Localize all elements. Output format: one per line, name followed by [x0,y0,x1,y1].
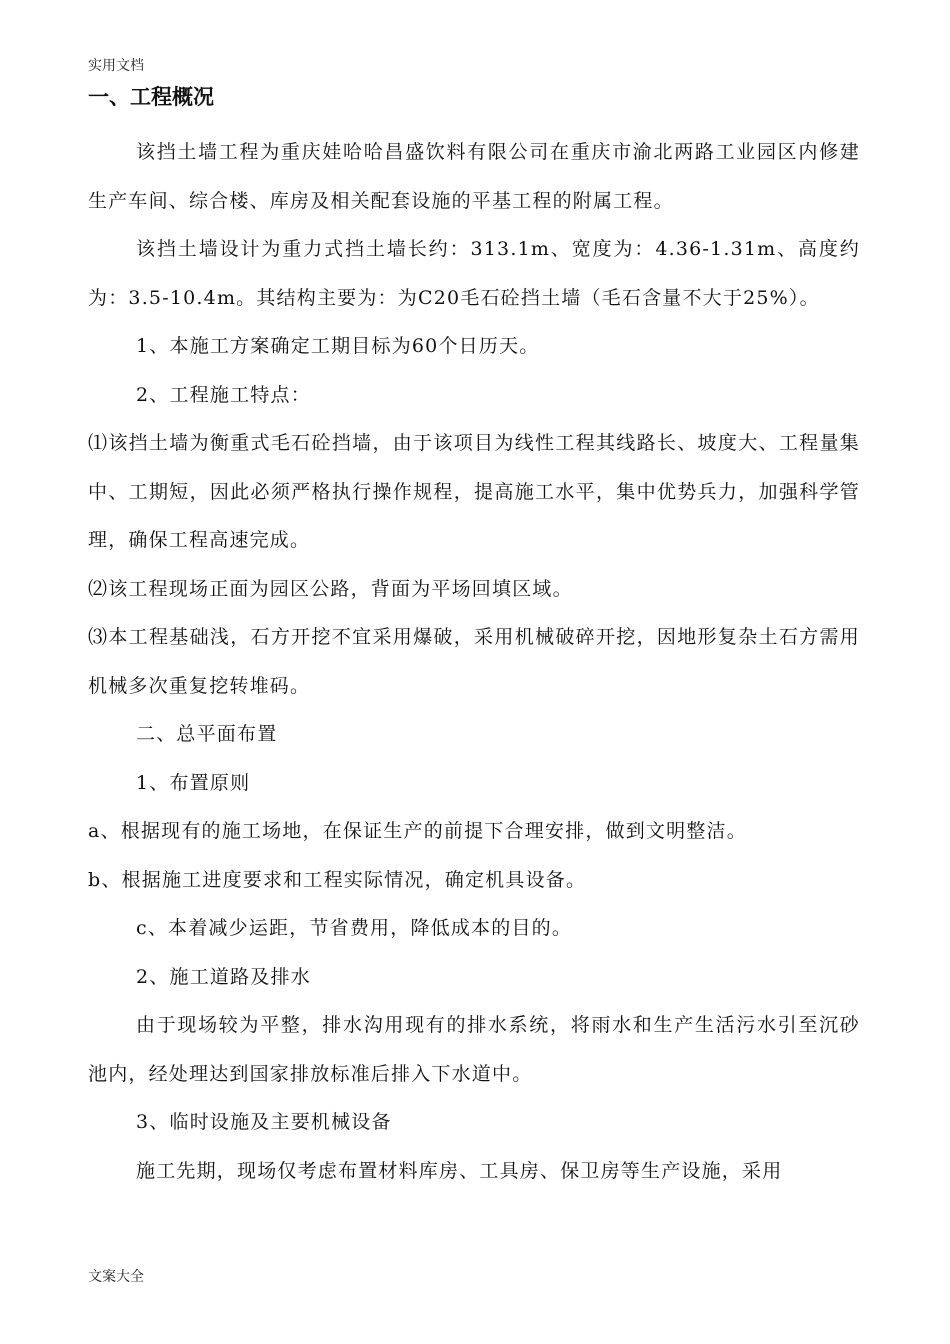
paragraph-facilities: 施工先期，现场仅考虑布置材料库房、工具房、保卫房等生产设施，采用 [136,1159,783,1182]
paragraph-schedule-target: 1、本施工方案确定工期目标为60个日历天。 [136,335,540,357]
paragraph-feature-1: ⑴该挡土墙为衡重式毛石砼挡墙，由于该项目为线性工程其线路长、坡度大、工程量集中、工期短，因此必须严格执行操作规程，提高施工水平，集中优势兵力，加强科学管理，确保工程高速完成。 [88,432,860,551]
paragraph-feature-2: ⑵该工程现场正面为园区公路，背面为平场回填区域。 [88,577,573,600]
subheading-temporary-facilities: 3、临时设施及主要机械设备 [136,1111,392,1133]
section-heading-general-layout: 二、总平面布置 [136,723,278,745]
paragraph-construction-features-heading: 2、工程施工特点： [136,383,311,406]
paragraph-wall-design: 该挡土墙设计为重力式挡土墙长约：313.1m、宽度为：4.36-1.31m、高度约为：3.5-10.4m。其结构主要为：为C20毛石砼挡土墙（毛石含量不大于25%）。 [88,238,860,309]
subheading-roads-drainage: 2、施工道路及排水 [136,965,311,988]
subheading-layout-principles: 1、布置原则 [136,771,251,794]
paragraph-project-overview: 该挡土墙工程为重庆娃哈哈昌盛饮料有限公司在重庆市渝北两路工业园区内修建生产车间、综合楼、库房及相关配套设施的平基工程的附属工程。 [88,141,860,212]
principle-b: b、根据施工进度要求和工程实际情况，确定机具设备。 [88,868,587,891]
section-title: 一、工程概况 [88,84,214,109]
document-body [88,128,860,1195]
paragraph-drainage: 由于现场较为平整，排水沟用现有的排水系统，将雨水和生产生活污水引至沉砂池内，经处理达到国家排放标准后排入下水道中。 [88,1014,860,1085]
page-footer: 文案大全 [88,1269,144,1285]
principle-c: c、本着减少运距，节省费用，降低成本的目的。 [136,917,573,939]
page-header: 实用文档 [88,58,144,74]
principle-a: a、根据现有的施工场地，在保证生产的前提下合理安排，做到文明整洁。 [88,820,747,842]
paragraph-feature-3: ⑶本工程基础浅，石方开挖不宜采用爆破，采用机械破碎开挖，因地形复杂土石方需用机械多次重复挖转堆码。 [88,626,860,697]
